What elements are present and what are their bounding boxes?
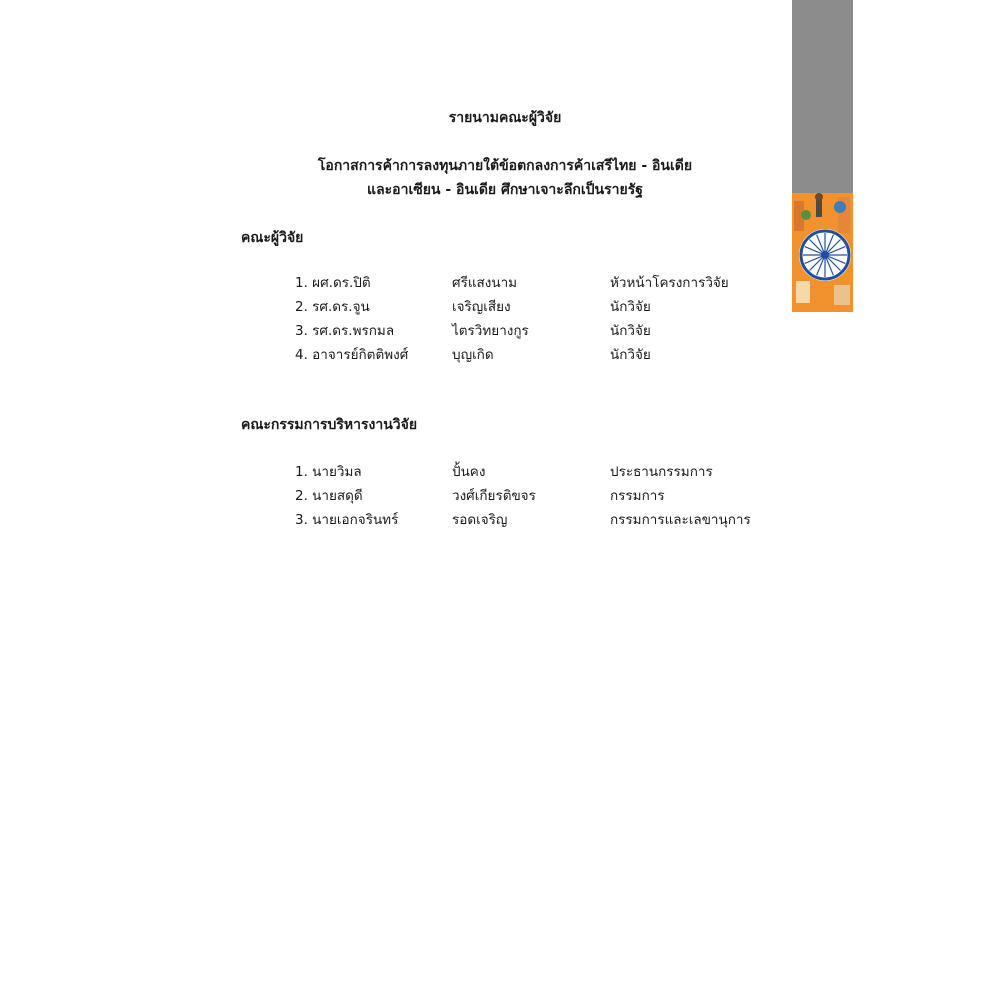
project-title-line-2: และอาเซียน - อินเดีย ศึกษาเจาะลึกเป็นรายรัฐ [367, 182, 643, 198]
member-surname: เจริญเสียง [452, 299, 511, 315]
list-item [295, 508, 775, 532]
list-item [295, 460, 775, 484]
member-role: ประธานกรรมการ [610, 464, 713, 480]
member-role: หัวหน้าโครงการวิจัย [610, 275, 729, 291]
list-item [295, 319, 775, 343]
committee-list [295, 460, 775, 532]
member-surname: ศรีแสงนาม [452, 275, 518, 291]
member-surname: ไตรวิทยางกูร [452, 323, 529, 339]
member-surname: รอดเจริญ [452, 512, 508, 528]
member-role: นักวิจัย [610, 299, 651, 315]
member-name: 3. นายเอกจรินทร์ [295, 512, 399, 528]
member-surname: บุญเกิด [452, 347, 494, 363]
member-name: 1. ผศ.ดร.ปิติ [295, 275, 371, 291]
member-name: 2. นายสดุดี [295, 488, 363, 504]
page-title: รายนามคณะผู้วิจัย [448, 110, 562, 126]
researchers-list [295, 271, 775, 367]
member-name: 3. รศ.ดร.พรกมล [295, 323, 395, 339]
member-name: 2. รศ.ดร.จูน [295, 299, 370, 315]
researchers-heading: คณะผู้วิจัย [241, 230, 304, 246]
member-name: 4. อาจารย์กิตติพงศ์ [295, 347, 409, 363]
member-surname: ปั้นคง [452, 464, 486, 480]
list-item [295, 271, 775, 295]
member-role: นักวิจัย [610, 323, 651, 339]
side-banner-art [792, 193, 853, 312]
member-name: 1. นายวิมล [295, 464, 362, 480]
committee-heading: คณะกรรมการบริหารงานวิจัย [241, 417, 418, 433]
member-role: กรรมการ [610, 488, 665, 504]
list-item [295, 295, 775, 319]
list-item [295, 343, 775, 367]
project-title-line-1: โอกาสการค้าการลงทุนภายใต้ข้อตกลงการค้าเสรีไทย - อินเดีย [317, 158, 693, 174]
list-item [295, 484, 775, 508]
member-role: กรรมการและเลขานุการ [610, 512, 751, 528]
member-surname: วงศ์เกียรติขจร [452, 488, 536, 504]
ashoka-chakra-icon [792, 193, 853, 312]
member-role: นักวิจัย [610, 347, 651, 363]
